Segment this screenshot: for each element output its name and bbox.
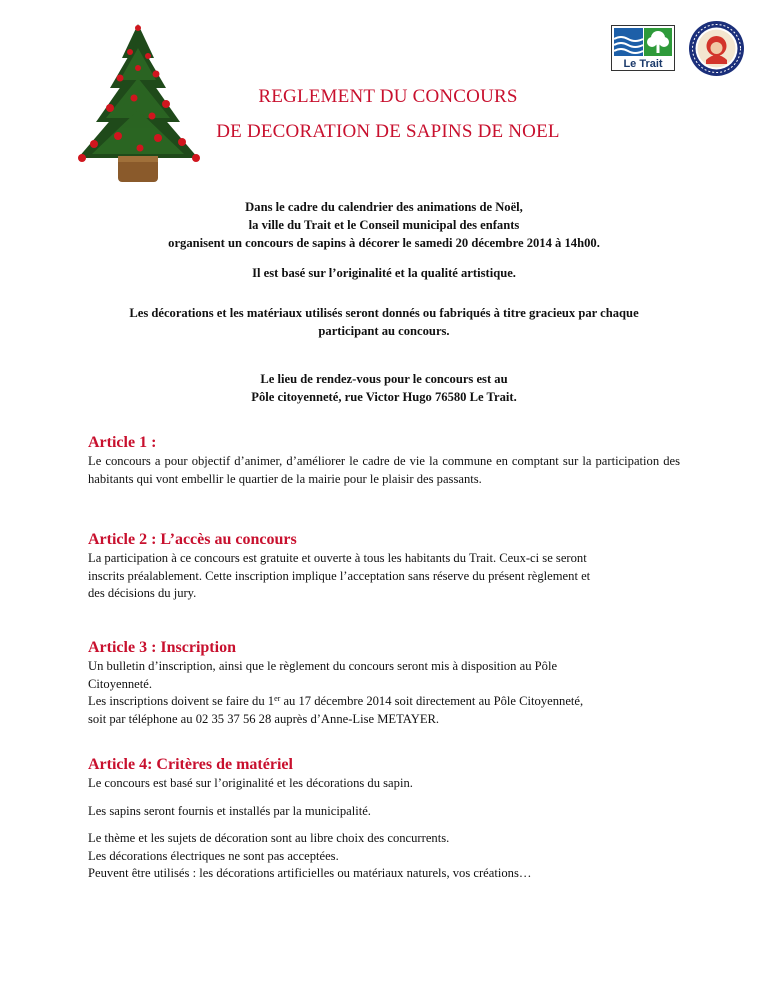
intro-line: la ville du Trait et le Conseil municipal des enfants xyxy=(248,218,520,232)
article-text: Le concours a pour objectif d’animer, d’améliorer le cadre de vie la commune en comptant sur la participation des habitants qui vont embellir le quartier de la mairie pour le plaisir des passants. xyxy=(88,454,680,486)
article-line: Peuvent être utilisés : les décorations artificielles ou matériaux naturels, vos créations… xyxy=(88,866,532,880)
intro-paragraph-3 xyxy=(80,304,688,340)
article-2 xyxy=(88,530,680,603)
intro-line: Le lieu de rendez-vous pour le concours est au xyxy=(260,372,508,386)
intro-line: Les décorations et les matériaux utilisés seront donnés ou fabriqués à titre gracieux par chaque xyxy=(129,306,639,320)
intro-paragraph-2 xyxy=(80,264,688,282)
article-line: inscrits préalablement. Cette inscription implique l’acceptation sans réserve du présent règlement et xyxy=(88,568,591,583)
dates-text: au 17 décembre 2014 soit directement au Pôle Citoyenneté, xyxy=(280,694,584,708)
article-line: Le concours est basé sur l’originalité et les décorations du sapin. xyxy=(88,776,413,790)
dates-text: Les inscriptions doivent se faire du 1 xyxy=(88,694,275,708)
article-line: Citoyenneté. xyxy=(88,676,153,691)
article-heading: Article 1 : xyxy=(88,434,157,451)
article-line: des décisions du jury. xyxy=(88,586,197,600)
article-line: Les sapins seront fournis et installés par la municipalité. xyxy=(88,803,371,818)
article-3 xyxy=(88,638,680,728)
page-title-line-2: DE DECORATION DE SAPINS DE NOEL xyxy=(216,121,560,142)
ordinal-superscript: er xyxy=(274,694,281,703)
article-line xyxy=(88,693,680,711)
intro-line: Dans le cadre du calendrier des animations de Noël, xyxy=(245,200,523,214)
page-title-line-1: REGLEMENT DU CONCOURS xyxy=(258,86,518,107)
intro-line: Pôle citoyenneté, rue Victor Hugo 76580 Le Trait. xyxy=(251,390,517,404)
intro-line: Il est basé sur l’originalité et la qualité artistique. xyxy=(252,266,516,280)
le-trait-logo xyxy=(611,25,675,71)
article-line: Un bulletin d’inscription, ainsi que le règlement du concours seront mis à disposition au Pôle xyxy=(88,659,558,673)
intro-line: participant au concours. xyxy=(318,324,450,338)
article-heading: Article 4: Critères de matériel xyxy=(88,756,293,773)
intro-paragraph-1 xyxy=(80,198,688,252)
intro-paragraph-4 xyxy=(80,370,688,406)
article-heading: Article 3 : Inscription xyxy=(88,639,236,656)
article-line: La participation à ce concours est gratuite et ouverte à tous les habitants du Trait. Ceux-ci se seront xyxy=(88,551,587,565)
childrens-council-seal-logo xyxy=(688,20,745,77)
article-line: Le thème et les sujets de décoration sont au libre choix des concurrents. xyxy=(88,831,450,845)
article-1 xyxy=(88,433,680,488)
article-heading: Article 2 : L’accès au concours xyxy=(88,531,297,548)
intro-line: organisent un concours de sapins à décorer le samedi 20 décembre 2014 à 14h00. xyxy=(168,236,600,250)
article-line: soit par téléphone au 02 35 37 56 28 auprès d’Anne-Lise METAYER. xyxy=(88,711,440,726)
article-4 xyxy=(88,755,680,883)
article-line: Les décorations électriques ne sont pas acceptées. xyxy=(88,848,339,863)
le-trait-logo-text: Le Trait xyxy=(623,58,663,70)
